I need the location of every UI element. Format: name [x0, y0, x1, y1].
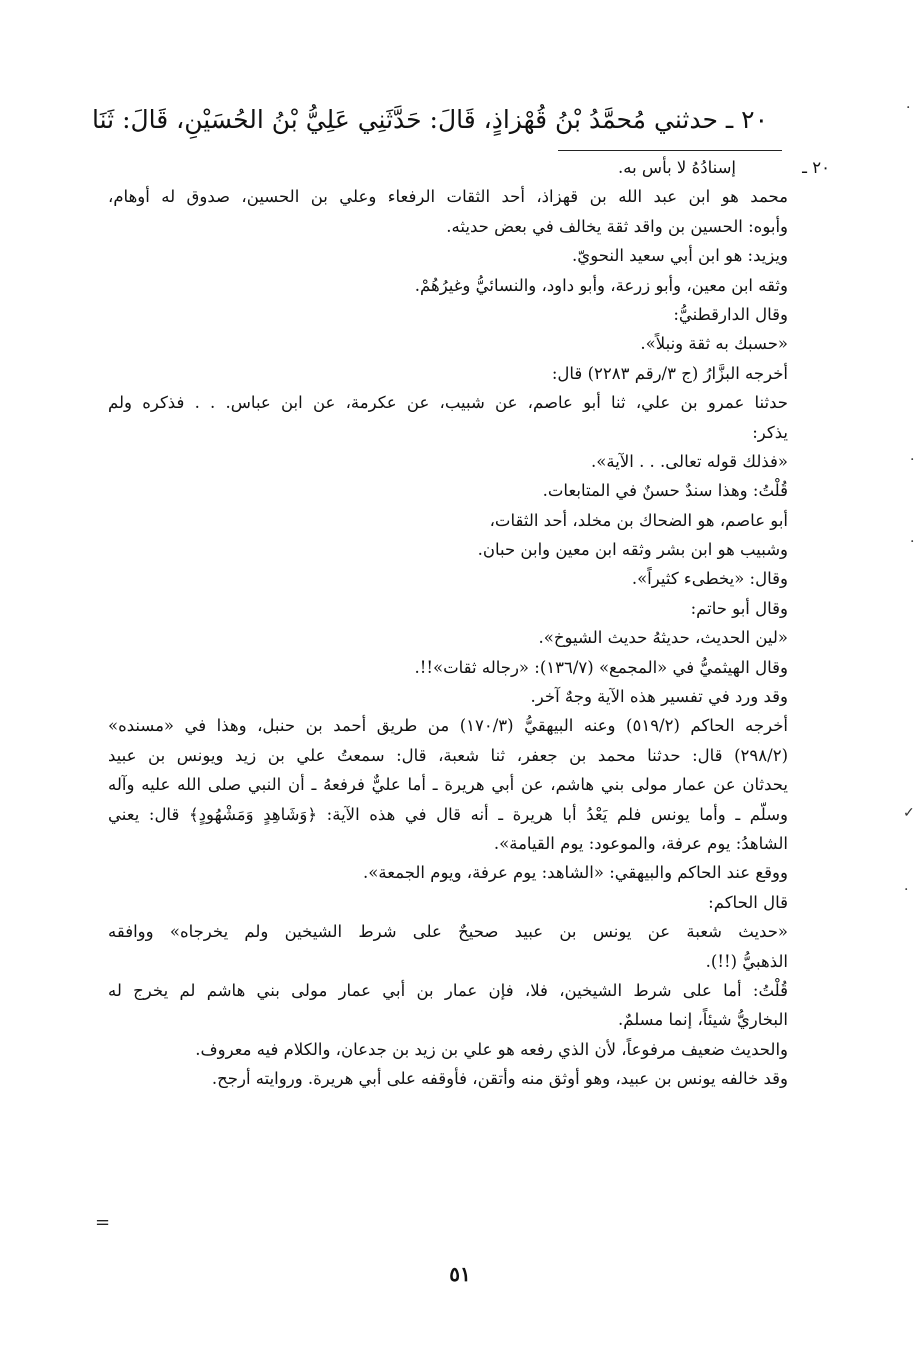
footnote-line: والحديث ضعيف مرفوعاً، لأن الذي رفعه هو علي بن زيد بن جدعان، والكلام فيه معروف. [195, 1039, 788, 1059]
footnote-line: ووقع عند الحاكم والبيهقي: «الشاهد: يوم عرفة، ويوم الجمعة». [363, 863, 788, 883]
footnote-line: الشاهدُ: يوم عرفة، والموعود: يوم القيامة». [493, 833, 788, 853]
footnote-line: قُلْتُ: وهذا سندٌ حسنٌ في المتابعات. [542, 481, 788, 501]
footnote-line: إسنادُهُ لا بأس به. [618, 158, 736, 177]
footnote-line: وأبوه: الحسين بن واقد ثقة يخالف في بعض حديثه. [446, 216, 788, 236]
footnote-line: البخاريُّ شيئاً، إنما مسلمٌ. [617, 1010, 788, 1030]
footnote-line: أخرجه البزَّارُ (ج ٣/رقم ٢٢٨٣) قال: [551, 363, 788, 383]
footnote-line: وقد خالفه يونس بن عبيد، وهو أوثق منه وأتقن، فأوقفه على أبي هريرة. وروايته أرجح. [211, 1069, 788, 1089]
footnote-line: قال الحاكم: [708, 892, 788, 912]
footnote-line: يذكر: [752, 422, 788, 442]
footnote-line: وسلّم ـ وأما يونس فلم يَعْدُ أبا هريرة ـ أنه قال في هذه الآية: ﴿وَشَاهِدٍ وَمَشْهُودٍ﴾ قال: يعني [108, 804, 788, 824]
footnote-line: وقد ورد في تفسير هذه الآية وجهٌ آخر. [530, 687, 788, 707]
footnote-line: أخرجه الحاكم (٥١٩/٢) وعنه البيهقيُّ (١٧٠/٣) من طريق أحمد بن حنبل، وهذا في «مسنده» [108, 716, 788, 736]
footnote-line: وشبيب هو ابن بشر وثقه ابن معين وابن حبان. [477, 540, 788, 560]
margin-dot: · [910, 534, 915, 550]
footnote-line: أبو عاصم، هو الضحاك بن مخلد، أحد الثقات، [489, 510, 788, 530]
footnote-line: (٢٩٨/٢) قال: حدثنا محمد بن جعفر، ثنا شعبة، قال: سمعتُ علي بن زيد ويونس بن عبيد [108, 745, 788, 765]
footnote-line: محمد هو ابن عبد الله بن قهزاذ، أحد الثقات الرفعاء وعلي بن الحسين، صدوق له أوهام، [108, 187, 788, 207]
footnote-line: وقال: «يخطىء كثيراً». [631, 569, 788, 589]
footnote-line: «حديث شعبة عن يونس بن عبيد صحيحٌ على شرط الشيخين ولم يخرجاه» ووافقه [108, 922, 788, 942]
footnote-line: حدثنا عمرو بن علي، ثنا أبو عاصم، عن شبيب، عن عكرمة، عن ابن عباس. . . فذكره ولم [108, 393, 788, 413]
footnote-body [108, 153, 788, 1094]
hadith-header: ٢٠ ـ حدثني مُحمَّدُ بْنُ قُهْزاذٍ، قَالَ: حَدَّثَنِي عَلِيُّ بْنُ الحُسَيْنِ، قَالَ: ثَنَا [92, 105, 768, 134]
footnote-line: وقال الدارقطنيُّ: [673, 304, 788, 324]
margin-dot: · [910, 452, 915, 468]
footnote-line: يحدثان عن عمار مولى بني هاشم، عن أبي هريرة ـ أما عليٌّ فرفعهُ ـ أن النبي صلى الله عليه وآله [108, 775, 788, 795]
page-number: ٥١ [449, 1262, 471, 1286]
continuation-mark: = [95, 1212, 111, 1233]
footnote-line: «لين الحديث، حديثهُ حديث الشيوخ». [538, 628, 788, 648]
margin-dot: · [904, 882, 909, 898]
footnote-line: وقال الهيثميُّ في «المجمع» (١٣٦/٧): «رجاله ثقات»!!. [414, 657, 788, 677]
footnote-line: «حسبك به ثقة ونبلاً». [640, 334, 788, 354]
margin-dot: · [906, 100, 911, 116]
footnote-line: قُلْتُ: أما على شرط الشيخين، فلا، فإن عمار بن أبي عمار مولى بني هاشم لم يخرج له [108, 980, 788, 1000]
footnote-number: ٢٠ ـ [802, 158, 830, 177]
footnote-line: ويزيد: هو ابن أبي سعيد النحويّ. [572, 246, 788, 266]
footnote-line: وقال أبو حاتم: [690, 598, 788, 618]
footnote-line: وثقه ابن معين، وأبو زرعة، وأبو داود، والنسائيُّ وغيرُهُمْ. [414, 275, 788, 295]
footnote-line: الذهبيُّ (!!). [705, 951, 788, 971]
header-rule [558, 150, 782, 151]
footnote-line: «فذلك قوله تعالى. . . الآية». [591, 451, 788, 471]
margin-tick: ✓ [903, 805, 915, 821]
